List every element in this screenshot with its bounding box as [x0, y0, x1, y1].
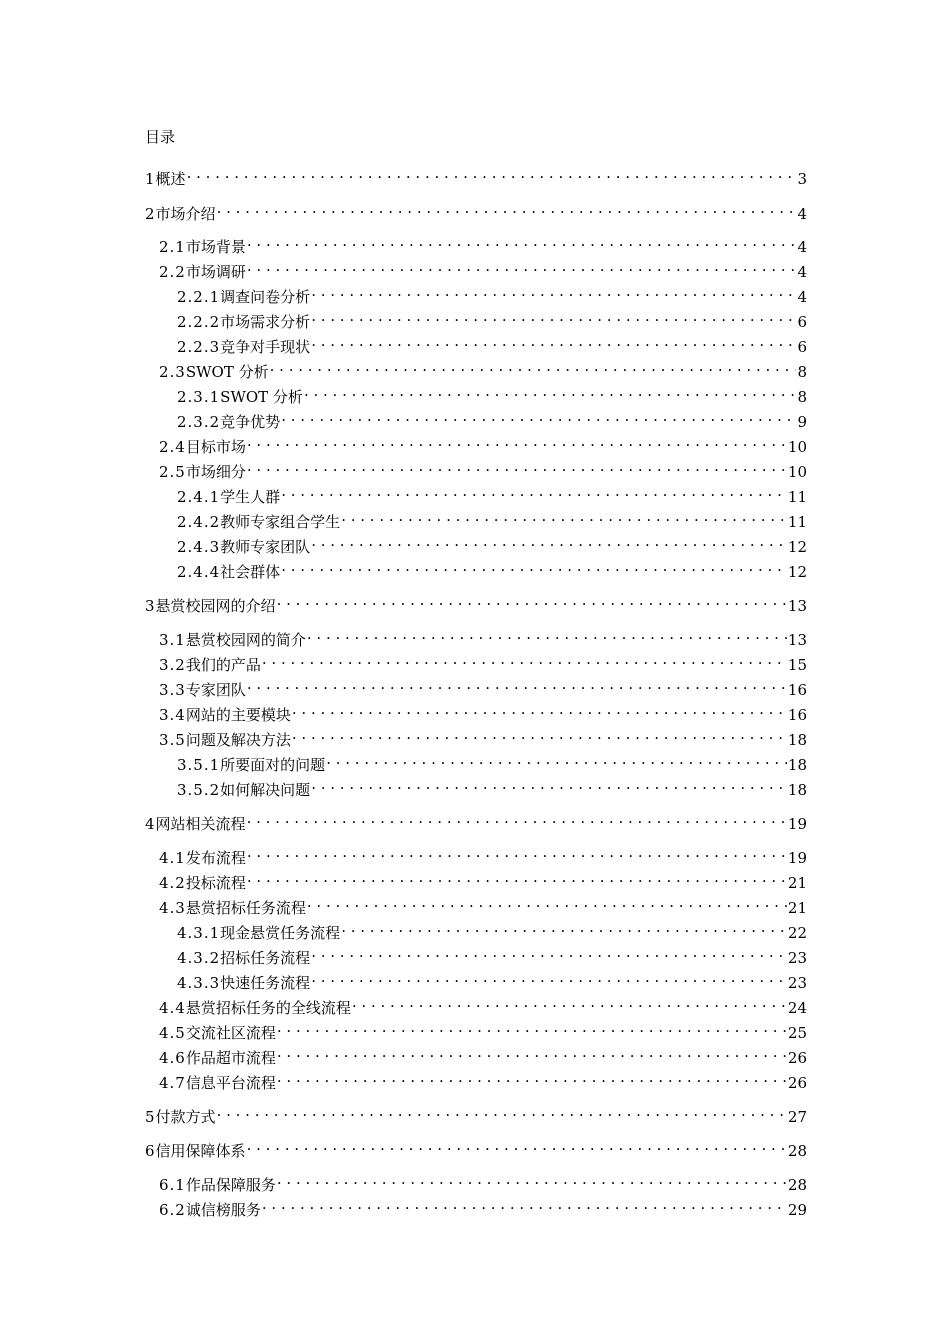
toc-entry-page: 24	[787, 999, 807, 1017]
toc-entry[interactable]	[159, 698, 807, 724]
toc-entry[interactable]	[177, 941, 807, 967]
toc-entry-title: SWOT 分析	[220, 388, 303, 406]
toc-entry-number: 6	[145, 1142, 156, 1160]
toc-entry-title: 专家团队	[185, 681, 246, 699]
toc-dot-leader	[304, 380, 797, 402]
toc-dot-leader	[277, 1168, 787, 1190]
toc-dot-leader	[307, 891, 787, 913]
toc-entry-page: 11	[787, 488, 807, 506]
toc-dot-leader	[277, 589, 787, 611]
toc-entry-page: 16	[787, 706, 807, 724]
toc-dot-leader	[292, 723, 787, 745]
toc-entry-title: 竞争对手现状	[220, 338, 311, 356]
toc-entry-page: 25	[787, 1024, 807, 1042]
toc-entry-number: 4.3.2	[177, 949, 221, 967]
toc-entry-number: 4	[145, 815, 156, 833]
toc-entry-number: 3.5	[159, 731, 186, 749]
toc-entry[interactable]	[177, 530, 807, 556]
toc-entry-page: 8	[797, 388, 807, 406]
toc-entry-page: 8	[797, 363, 807, 381]
toc-entry-title: 交流社区流程	[185, 1024, 276, 1042]
toc-entry-page: 11	[787, 513, 807, 531]
toc-entry-title: 市场背景	[185, 238, 246, 256]
toc-entry-page: 23	[787, 974, 807, 992]
toc-entry-title: 现金悬赏任务流程	[220, 924, 341, 942]
toc-entry-number: 2.2.3	[177, 338, 221, 356]
toc-entry[interactable]	[145, 1134, 807, 1160]
toc-entry-page: 3	[797, 170, 807, 188]
toc-entry-title: 诚信榜服务	[185, 1201, 261, 1219]
toc-entry-title: 我们的产品	[185, 656, 261, 674]
toc-entry-page: 4	[797, 238, 807, 256]
toc-entry[interactable]	[159, 841, 807, 867]
toc-entry[interactable]	[177, 280, 807, 306]
toc-entry-title: 投标流程	[185, 874, 246, 892]
toc-dot-leader	[270, 355, 797, 377]
toc-entry-number: 6.1	[159, 1176, 186, 1194]
toc-entry-number: 4.1	[159, 849, 186, 867]
toc-entry[interactable]	[177, 330, 807, 356]
toc-entry-number: 4.7	[159, 1074, 186, 1092]
toc-entry[interactable]	[159, 648, 807, 674]
toc-heading: 目录	[145, 128, 176, 146]
toc-dot-leader	[311, 280, 796, 302]
toc-entry-page: 13	[787, 597, 807, 615]
toc-dot-leader	[262, 648, 787, 670]
toc-entry[interactable]	[177, 380, 807, 406]
toc-dot-leader	[311, 530, 787, 552]
toc-entry[interactable]	[159, 991, 807, 1017]
toc-entry-title: SWOT 分析	[185, 363, 269, 381]
toc-entry-title: 教师专家团队	[220, 538, 311, 556]
toc-entry-page: 26	[787, 1049, 807, 1067]
toc-entry[interactable]	[145, 1100, 807, 1126]
toc-entry-number: 2.2.2	[177, 313, 221, 331]
toc-entry-title: 所要面对的问题	[220, 756, 326, 774]
toc-dot-leader	[247, 1134, 787, 1156]
toc-entry[interactable]	[145, 162, 807, 188]
toc-dot-leader	[247, 841, 787, 863]
toc-entry[interactable]	[159, 866, 807, 892]
toc-dot-leader	[281, 405, 796, 427]
toc-entry-number: 2.5	[159, 463, 186, 481]
toc-entry-page: 12	[787, 563, 807, 581]
toc-entry-title: 信息平台流程	[185, 1074, 276, 1092]
toc-entry-page: 15	[787, 656, 807, 674]
toc-entry-number: 4.6	[159, 1049, 186, 1067]
toc-entry-page: 4	[797, 205, 807, 223]
toc-entry-page: 21	[787, 899, 807, 917]
toc-entry-title: 作品保障服务	[185, 1176, 276, 1194]
toc-entry-number: 2.4.3	[177, 538, 221, 556]
toc-entry-title: 调查问卷分析	[220, 288, 311, 306]
toc-entry[interactable]	[159, 1016, 807, 1042]
toc-entry-number: 2.4.4	[177, 563, 221, 581]
toc-entry-number: 2.3.1	[177, 388, 221, 406]
toc-entry-number: 4.3	[159, 899, 186, 917]
toc-dot-leader	[326, 748, 787, 770]
toc-entry-page: 12	[787, 538, 807, 556]
toc-entry[interactable]	[159, 1066, 807, 1092]
toc-entry-page: 18	[787, 781, 807, 799]
toc-entry[interactable]	[145, 589, 807, 615]
toc-dot-leader	[311, 773, 787, 795]
toc-entry-title: 悬赏校园网的简介	[185, 631, 306, 649]
toc-entry-title: 目标市场	[185, 438, 246, 456]
toc-entry-title: 网站的主要模块	[185, 706, 291, 724]
toc-entry-number: 4.3.1	[177, 924, 221, 942]
toc-entry-number: 4.4	[159, 999, 186, 1017]
toc-dot-leader	[247, 230, 797, 252]
toc-entry-number: 2	[145, 205, 156, 223]
toc-dot-leader	[277, 1016, 787, 1038]
toc-dot-leader	[217, 197, 797, 219]
toc-entry-page: 10	[787, 438, 807, 456]
toc-dot-leader	[247, 673, 787, 695]
toc-entry-title: 市场调研	[185, 263, 246, 281]
toc-dot-leader	[277, 1066, 787, 1088]
toc-entry-number: 2.4.2	[177, 513, 221, 531]
toc-entry-page: 23	[787, 949, 807, 967]
toc-entry[interactable]	[159, 1041, 807, 1067]
toc-entry[interactable]	[159, 1193, 807, 1219]
toc-entry-title: 招标任务流程	[220, 949, 311, 967]
toc-entry-page: 10	[787, 463, 807, 481]
toc-dot-leader	[281, 480, 787, 502]
toc-entry-number: 5	[145, 1108, 156, 1126]
toc-dot-leader	[217, 1100, 787, 1122]
toc-dot-leader	[311, 330, 796, 352]
toc-entry[interactable]	[145, 197, 807, 223]
toc-dot-leader	[262, 1193, 787, 1215]
toc-entry[interactable]	[177, 505, 807, 531]
toc-dot-leader	[352, 991, 787, 1013]
toc-entry-page: 6	[797, 338, 807, 356]
toc-entry-number: 4.2	[159, 874, 186, 892]
toc-dot-leader	[311, 305, 796, 327]
toc-entry-page: 16	[787, 681, 807, 699]
toc-entry-number: 6.2	[159, 1201, 186, 1219]
toc-entry-number: 4.3.3	[177, 974, 221, 992]
toc-entry-number: 2.4	[159, 438, 186, 456]
toc-dot-leader	[307, 623, 787, 645]
toc-entry[interactable]	[177, 773, 807, 799]
toc-entry-title: 市场需求分析	[220, 313, 311, 331]
toc-entry-page: 18	[787, 756, 807, 774]
toc-entry-number: 2.3.2	[177, 413, 221, 431]
toc-entry-number: 2.4.1	[177, 488, 221, 506]
toc-entry-title: 问题及解决方法	[185, 731, 291, 749]
toc-entry[interactable]	[177, 480, 807, 506]
toc-entry[interactable]	[159, 230, 807, 256]
toc-entry-title: 悬赏招标任务的全线流程	[185, 999, 351, 1017]
toc-entry-page: 19	[787, 849, 807, 867]
toc-dot-leader	[247, 807, 787, 829]
toc-entry[interactable]	[145, 807, 807, 833]
toc-entry-title: 教师专家组合学生	[220, 513, 341, 531]
toc-entry-page: 28	[787, 1142, 807, 1160]
toc-entry-number: 4.5	[159, 1024, 186, 1042]
toc-entry[interactable]	[159, 723, 807, 749]
toc-entry[interactable]	[159, 355, 807, 381]
toc-entry-number: 3	[145, 597, 156, 615]
toc-entry-page: 19	[787, 815, 807, 833]
toc-entry[interactable]	[159, 430, 807, 456]
toc-entry-title: 信用保障体系	[155, 1142, 246, 1160]
toc-entry-title: 社会群体	[220, 563, 281, 581]
toc-entry-page: 13	[787, 631, 807, 649]
toc-entry-page: 4	[797, 263, 807, 281]
toc-entry-number: 2.2	[159, 263, 186, 281]
toc-entry[interactable]	[177, 555, 807, 581]
toc-entry-title: 发布流程	[185, 849, 246, 867]
toc-entry-number: 2.1	[159, 238, 186, 256]
toc-entry[interactable]	[159, 623, 807, 649]
toc-dot-leader	[247, 255, 797, 277]
toc-entry-title: 快速任务流程	[220, 974, 311, 992]
toc-entry-page: 27	[787, 1108, 807, 1126]
toc-entry-number: 3.2	[159, 656, 186, 674]
toc-entry[interactable]	[177, 916, 807, 942]
toc-dot-leader	[247, 455, 787, 477]
toc-entry-title: 悬赏校园网的介绍	[155, 597, 276, 615]
toc-entry[interactable]	[177, 405, 807, 431]
toc-dot-leader	[311, 966, 787, 988]
toc-entry-title: 竞争优势	[220, 413, 281, 431]
toc-entry-page: 26	[787, 1074, 807, 1092]
toc-entry-title: 市场细分	[185, 463, 246, 481]
toc-entry[interactable]	[177, 966, 807, 992]
toc-dot-leader	[292, 698, 787, 720]
toc-dot-leader	[247, 866, 787, 888]
toc-dot-leader	[341, 505, 787, 527]
toc-entry-title: 市场介绍	[155, 205, 216, 223]
toc-entry-page: 6	[797, 313, 807, 331]
toc-entry-number: 2.2.1	[177, 288, 221, 306]
toc-entry[interactable]	[159, 1168, 807, 1194]
toc-dot-leader	[341, 916, 787, 938]
toc-dot-leader	[277, 1041, 787, 1063]
toc-entry[interactable]	[159, 255, 807, 281]
toc-entry[interactable]	[159, 891, 807, 917]
toc-entry-title: 概述	[155, 170, 186, 188]
toc-entry-title: 如何解决问题	[220, 781, 311, 799]
toc-entry-title: 学生人群	[220, 488, 281, 506]
toc-entry-page: 18	[787, 731, 807, 749]
toc-dot-leader	[187, 162, 797, 184]
toc-dot-leader	[311, 941, 787, 963]
toc-entry-page: 28	[787, 1176, 807, 1194]
toc-entry-page: 29	[787, 1201, 807, 1219]
toc-entry-page: 22	[787, 924, 807, 942]
toc-entry-title: 作品超市流程	[185, 1049, 276, 1067]
toc-entry-page: 21	[787, 874, 807, 892]
toc-entry-page: 4	[797, 288, 807, 306]
toc-entry[interactable]	[159, 673, 807, 699]
toc-entry-number: 3.4	[159, 706, 186, 724]
toc-entry-title: 悬赏招标任务流程	[185, 899, 306, 917]
toc-entry-number: 3.5.1	[177, 756, 221, 774]
toc-dot-leader	[247, 430, 787, 452]
toc-entry[interactable]	[177, 305, 807, 331]
toc-entry-number: 3.5.2	[177, 781, 221, 799]
toc-entry-number: 3.3	[159, 681, 186, 699]
toc-entry-number: 3.1	[159, 631, 186, 649]
toc-entry-title: 网站相关流程	[155, 815, 246, 833]
toc-entry-number: 2.3	[159, 363, 186, 381]
toc-entry-number: 1	[145, 170, 156, 188]
toc-entry[interactable]	[159, 455, 807, 481]
toc-dot-leader	[281, 555, 787, 577]
toc-entry[interactable]	[177, 748, 807, 774]
toc-entry-page: 9	[797, 413, 807, 431]
toc-entry-title: 付款方式	[155, 1108, 216, 1126]
